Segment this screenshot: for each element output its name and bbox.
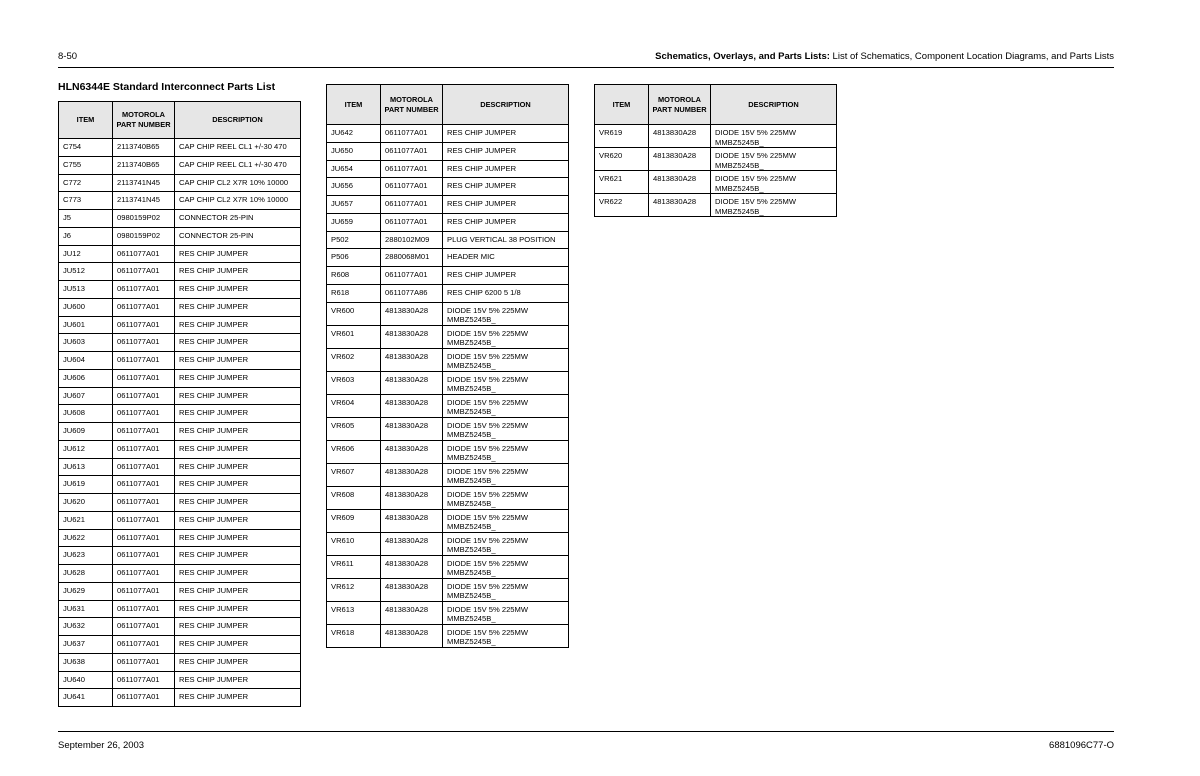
table-row <box>59 387 301 405</box>
table-row <box>59 618 301 636</box>
table-row <box>327 142 569 160</box>
table-row <box>59 352 301 370</box>
table-row <box>327 160 569 178</box>
description-cell: DIODE 15V 5% 225MW MMBZ5245B_ <box>711 148 837 171</box>
part-number-cell: 4813830A28 <box>381 348 443 371</box>
table-row <box>59 547 301 565</box>
table-row <box>59 156 301 174</box>
table-row <box>59 245 301 263</box>
description-cell: DIODE 15V 5% 225MW MMBZ5245B_ <box>443 371 569 394</box>
table-row <box>327 578 569 601</box>
description-cell: DIODE 15V 5% 225MW MMBZ5245B_ <box>443 601 569 624</box>
table-row <box>59 334 301 352</box>
part-number-cell: 0611077A01 <box>113 494 175 512</box>
part-number-cell: 4813830A28 <box>381 624 443 647</box>
item-cell: JU513 <box>59 281 113 299</box>
item-cell: VR602 <box>327 348 381 371</box>
table-row <box>327 348 569 371</box>
part-number-cell: 2113741N45 <box>113 174 175 192</box>
table-row <box>595 194 837 217</box>
description-cell: RES CHIP JUMPER <box>175 565 301 583</box>
item-cell: JU623 <box>59 547 113 565</box>
part-number-cell: 0611077A01 <box>113 458 175 476</box>
description-cell: RES CHIP JUMPER <box>175 600 301 618</box>
description-cell: DIODE 15V 5% 225MW MMBZ5245B_ <box>711 194 837 217</box>
part-number-cell: 0611077A01 <box>113 636 175 654</box>
column-header-item: ITEM <box>595 85 649 125</box>
table-row <box>59 405 301 423</box>
part-number-cell: 0611077A01 <box>381 267 443 285</box>
item-cell: VR609 <box>327 509 381 532</box>
table-row <box>59 192 301 210</box>
table-row <box>59 653 301 671</box>
description-cell: DIODE 15V 5% 225MW MMBZ5245B_ <box>443 302 569 325</box>
part-number-cell: 0611077A01 <box>113 405 175 423</box>
description-cell: RES CHIP JUMPER <box>443 125 569 143</box>
part-number-cell: 0611077A01 <box>113 653 175 671</box>
description-cell: DIODE 15V 5% 225MW MMBZ5245B_ <box>443 509 569 532</box>
description-cell: HEADER MIC <box>443 249 569 267</box>
item-cell: VR600 <box>327 302 381 325</box>
item-cell: VR612 <box>327 578 381 601</box>
item-cell: JU600 <box>59 298 113 316</box>
item-cell: C754 <box>59 139 113 157</box>
part-number-cell: 2880102M09 <box>381 231 443 249</box>
description-cell: RES CHIP JUMPER <box>175 281 301 299</box>
table-row <box>59 440 301 458</box>
item-cell: C755 <box>59 156 113 174</box>
part-number-cell: 0611077A01 <box>113 423 175 441</box>
description-cell: RES CHIP JUMPER <box>443 267 569 285</box>
part-number-cell: 4813830A28 <box>381 394 443 417</box>
item-cell: R608 <box>327 267 381 285</box>
part-number-cell: 0980159P02 <box>113 210 175 228</box>
table-row <box>59 636 301 654</box>
table-row <box>59 458 301 476</box>
running-header-subtitle: List of Schematics, Component Location Diagrams, and Parts Lists <box>829 51 1114 62</box>
part-number-cell: 2113740B65 <box>113 139 175 157</box>
item-cell: JU619 <box>59 476 113 494</box>
part-number-cell: 0611077A01 <box>113 582 175 600</box>
table-row <box>59 281 301 299</box>
description-cell: RES CHIP JUMPER <box>175 511 301 529</box>
part-number-cell: 0980159P02 <box>113 227 175 245</box>
part-number-cell: 0611077A01 <box>381 125 443 143</box>
item-cell: JU637 <box>59 636 113 654</box>
part-number-cell: 4813830A28 <box>649 148 711 171</box>
item-cell: JU654 <box>327 160 381 178</box>
item-cell: JU621 <box>59 511 113 529</box>
table-row <box>595 125 837 148</box>
item-cell: R618 <box>327 284 381 302</box>
table-row <box>59 476 301 494</box>
part-number-cell: 4813830A28 <box>381 509 443 532</box>
description-cell: RES CHIP JUMPER <box>443 142 569 160</box>
description-cell: RES CHIP JUMPER <box>175 423 301 441</box>
part-number-cell: 4813830A28 <box>381 486 443 509</box>
part-number-cell: 2880068M01 <box>381 249 443 267</box>
item-cell: JU622 <box>59 529 113 547</box>
item-cell: VR618 <box>327 624 381 647</box>
table-row <box>327 249 569 267</box>
item-cell: JU609 <box>59 423 113 441</box>
description-cell: PLUG VERTICAL 38 POSITION <box>443 231 569 249</box>
description-cell: RES CHIP JUMPER <box>175 440 301 458</box>
column-header-description: DESCRIPTION <box>711 85 837 125</box>
table-row <box>595 171 837 194</box>
description-cell: RES CHIP JUMPER <box>443 213 569 231</box>
footer-date: September 26, 2003 <box>58 740 145 751</box>
part-number-cell: 0611077A01 <box>113 334 175 352</box>
description-cell: DIODE 15V 5% 225MW MMBZ5245B_ <box>443 417 569 440</box>
table-row <box>327 325 569 348</box>
description-cell: RES CHIP JUMPER <box>443 178 569 196</box>
item-cell: P502 <box>327 231 381 249</box>
description-cell: RES CHIP JUMPER <box>443 160 569 178</box>
part-number-cell: 0611077A01 <box>113 618 175 636</box>
part-number-cell: 0611077A01 <box>381 196 443 214</box>
part-number-cell: 0611077A01 <box>381 213 443 231</box>
table-row <box>59 600 301 618</box>
parts-list-title: HLN6344E Standard Interconnect Parts List <box>58 81 276 93</box>
parts-table-1 <box>58 101 301 707</box>
description-cell: RES CHIP 6200 5 1/8 <box>443 284 569 302</box>
description-cell: CAP CHIP REEL CL1 +/-30 470 <box>175 156 301 174</box>
footer-doc-number: 6881096C77-O <box>1049 740 1114 751</box>
description-cell: RES CHIP JUMPER <box>175 636 301 654</box>
part-number-cell: 0611077A01 <box>113 600 175 618</box>
table-row <box>327 555 569 578</box>
table-row <box>59 423 301 441</box>
table-row <box>327 267 569 285</box>
item-cell: JU650 <box>327 142 381 160</box>
description-cell: DIODE 15V 5% 225MW MMBZ5245B_ <box>443 532 569 555</box>
table-row <box>327 440 569 463</box>
table-row <box>327 394 569 417</box>
part-number-cell: 0611077A01 <box>113 565 175 583</box>
description-cell: RES CHIP JUMPER <box>175 352 301 370</box>
table-row <box>59 671 301 689</box>
item-cell: JU604 <box>59 352 113 370</box>
description-cell: DIODE 15V 5% 225MW MMBZ5245B_ <box>711 171 837 194</box>
item-cell: JU613 <box>59 458 113 476</box>
column-header-item: ITEM <box>59 102 113 139</box>
item-cell: J5 <box>59 210 113 228</box>
item-cell: JU657 <box>327 196 381 214</box>
description-cell: DIODE 15V 5% 225MW MMBZ5245B_ <box>711 125 837 148</box>
part-number-cell: 0611077A01 <box>381 160 443 178</box>
table-row <box>59 369 301 387</box>
part-number-cell: 4813830A28 <box>381 417 443 440</box>
table-row <box>327 371 569 394</box>
table-row <box>59 210 301 228</box>
item-cell: JU632 <box>59 618 113 636</box>
description-cell: RES CHIP JUMPER <box>175 529 301 547</box>
part-number-cell: 2113741N45 <box>113 192 175 210</box>
description-cell: RES CHIP JUMPER <box>175 547 301 565</box>
part-number-cell: 4813830A28 <box>381 302 443 325</box>
part-number-cell: 4813830A28 <box>381 371 443 394</box>
part-number-cell: 4813830A28 <box>381 463 443 486</box>
item-cell: JU603 <box>59 334 113 352</box>
description-cell: RES CHIP JUMPER <box>443 196 569 214</box>
table-row <box>595 148 837 171</box>
description-cell: CAP CHIP CL2 X7R 10% 10000 <box>175 174 301 192</box>
item-cell: VR603 <box>327 371 381 394</box>
table-row <box>327 463 569 486</box>
running-header <box>655 51 1114 62</box>
part-number-cell: 4813830A28 <box>381 532 443 555</box>
item-cell: J6 <box>59 227 113 245</box>
column-header-part-number: MOTOROLA PART NUMBER <box>113 102 175 139</box>
description-cell: DIODE 15V 5% 225MW MMBZ5245B_ <box>443 486 569 509</box>
part-number-cell: 4813830A28 <box>381 440 443 463</box>
item-cell: C773 <box>59 192 113 210</box>
description-cell: RES CHIP JUMPER <box>175 458 301 476</box>
page-number: 8-50 <box>58 51 78 62</box>
part-number-cell: 0611077A01 <box>113 511 175 529</box>
table-row <box>327 601 569 624</box>
table-row <box>327 532 569 555</box>
table-row <box>59 316 301 334</box>
item-cell: JU628 <box>59 565 113 583</box>
description-cell: RES CHIP JUMPER <box>175 494 301 512</box>
header-rule <box>58 67 1114 68</box>
table-header-row <box>595 85 837 125</box>
description-cell: CONNECTOR 25-PIN <box>175 210 301 228</box>
item-cell: C772 <box>59 174 113 192</box>
description-cell: DIODE 15V 5% 225MW MMBZ5245B_ <box>443 348 569 371</box>
column-header-item: ITEM <box>327 85 381 125</box>
part-number-cell: 4813830A28 <box>381 578 443 601</box>
table-row <box>327 231 569 249</box>
description-cell: DIODE 15V 5% 225MW MMBZ5245B_ <box>443 555 569 578</box>
item-cell: VR619 <box>595 125 649 148</box>
table-row <box>59 263 301 281</box>
part-number-cell: 4813830A28 <box>381 601 443 624</box>
description-cell: RES CHIP JUMPER <box>175 263 301 281</box>
table-row <box>59 298 301 316</box>
item-cell: JU642 <box>327 125 381 143</box>
part-number-cell: 0611077A01 <box>113 281 175 299</box>
description-cell: RES CHIP JUMPER <box>175 316 301 334</box>
part-number-cell: 0611077A01 <box>113 671 175 689</box>
description-cell: CAP CHIP REEL CL1 +/-30 470 <box>175 139 301 157</box>
table-row <box>59 582 301 600</box>
item-cell: VR621 <box>595 171 649 194</box>
table-row <box>59 227 301 245</box>
part-number-cell: 4813830A28 <box>649 125 711 148</box>
item-cell: JU620 <box>59 494 113 512</box>
item-cell: JU607 <box>59 387 113 405</box>
part-number-cell: 4813830A28 <box>381 555 443 578</box>
description-cell: CAP CHIP CL2 X7R 10% 10000 <box>175 192 301 210</box>
description-cell: RES CHIP JUMPER <box>175 245 301 263</box>
item-cell: JU512 <box>59 263 113 281</box>
item-cell: VR622 <box>595 194 649 217</box>
item-cell: JU641 <box>59 689 113 707</box>
part-number-cell: 0611077A01 <box>113 476 175 494</box>
table-row <box>327 509 569 532</box>
item-cell: P506 <box>327 249 381 267</box>
table-row <box>59 529 301 547</box>
item-cell: VR611 <box>327 555 381 578</box>
table-row <box>327 178 569 196</box>
parts-table-3 <box>594 84 837 217</box>
description-cell: DIODE 15V 5% 225MW MMBZ5245B_ <box>443 394 569 417</box>
part-number-cell: 0611077A01 <box>113 316 175 334</box>
item-cell: JU631 <box>59 600 113 618</box>
part-number-cell: 0611077A01 <box>113 245 175 263</box>
item-cell: VR606 <box>327 440 381 463</box>
table-header-row <box>59 102 301 139</box>
item-cell: JU612 <box>59 440 113 458</box>
item-cell: VR610 <box>327 532 381 555</box>
item-cell: JU601 <box>59 316 113 334</box>
description-cell: RES CHIP JUMPER <box>175 671 301 689</box>
item-cell: JU640 <box>59 671 113 689</box>
item-cell: JU608 <box>59 405 113 423</box>
item-cell: VR608 <box>327 486 381 509</box>
part-number-cell: 0611077A01 <box>113 298 175 316</box>
item-cell: VR620 <box>595 148 649 171</box>
part-number-cell: 0611077A01 <box>113 387 175 405</box>
description-cell: CONNECTOR 25-PIN <box>175 227 301 245</box>
part-number-cell: 0611077A01 <box>381 142 443 160</box>
column-header-description: DESCRIPTION <box>443 85 569 125</box>
item-cell: JU629 <box>59 582 113 600</box>
table-row <box>59 494 301 512</box>
column-header-description: DESCRIPTION <box>175 102 301 139</box>
part-number-cell: 0611077A01 <box>113 369 175 387</box>
table-row <box>327 196 569 214</box>
description-cell: DIODE 15V 5% 225MW MMBZ5245B_ <box>443 624 569 647</box>
table-header-row <box>327 85 569 125</box>
description-cell: DIODE 15V 5% 225MW MMBZ5245B_ <box>443 440 569 463</box>
item-cell: JU659 <box>327 213 381 231</box>
part-number-cell: 0611077A01 <box>381 178 443 196</box>
part-number-cell: 0611077A01 <box>113 547 175 565</box>
table-row <box>327 624 569 647</box>
table-row <box>59 139 301 157</box>
description-cell: RES CHIP JUMPER <box>175 689 301 707</box>
parts-table-2 <box>326 84 569 648</box>
table-row <box>327 125 569 143</box>
item-cell: VR601 <box>327 325 381 348</box>
description-cell: RES CHIP JUMPER <box>175 298 301 316</box>
table-row <box>59 174 301 192</box>
description-cell: RES CHIP JUMPER <box>175 653 301 671</box>
part-number-cell: 0611077A01 <box>113 529 175 547</box>
item-cell: VR613 <box>327 601 381 624</box>
description-cell: RES CHIP JUMPER <box>175 476 301 494</box>
item-cell: JU606 <box>59 369 113 387</box>
table-row <box>327 417 569 440</box>
table-row <box>327 486 569 509</box>
description-cell: DIODE 15V 5% 225MW MMBZ5245B_ <box>443 463 569 486</box>
part-number-cell: 0611077A01 <box>113 440 175 458</box>
table-row <box>59 689 301 707</box>
description-cell: DIODE 15V 5% 225MW MMBZ5245B_ <box>443 325 569 348</box>
part-number-cell: 0611077A01 <box>113 263 175 281</box>
part-number-cell: 2113740B65 <box>113 156 175 174</box>
table-row <box>327 284 569 302</box>
description-cell: DIODE 15V 5% 225MW MMBZ5245B_ <box>443 578 569 601</box>
item-cell: VR607 <box>327 463 381 486</box>
part-number-cell: 0611077A01 <box>113 352 175 370</box>
part-number-cell: 4813830A28 <box>381 325 443 348</box>
description-cell: RES CHIP JUMPER <box>175 387 301 405</box>
running-header-section: Schematics, Overlays, and Parts Lists: <box>655 51 830 62</box>
description-cell: RES CHIP JUMPER <box>175 369 301 387</box>
part-number-cell: 0611077A01 <box>113 689 175 707</box>
item-cell: JU656 <box>327 178 381 196</box>
footer-rule <box>58 731 1114 732</box>
item-cell: JU12 <box>59 245 113 263</box>
description-cell: RES CHIP JUMPER <box>175 582 301 600</box>
item-cell: JU638 <box>59 653 113 671</box>
column-header-part-number: MOTOROLA PART NUMBER <box>649 85 711 125</box>
part-number-cell: 4813830A28 <box>649 171 711 194</box>
item-cell: VR604 <box>327 394 381 417</box>
description-cell: RES CHIP JUMPER <box>175 334 301 352</box>
item-cell: VR605 <box>327 417 381 440</box>
column-header-part-number: MOTOROLA PART NUMBER <box>381 85 443 125</box>
description-cell: RES CHIP JUMPER <box>175 405 301 423</box>
table-row <box>327 302 569 325</box>
description-cell: RES CHIP JUMPER <box>175 618 301 636</box>
table-row <box>59 565 301 583</box>
part-number-cell: 0611077A86 <box>381 284 443 302</box>
table-row <box>327 213 569 231</box>
part-number-cell: 4813830A28 <box>649 194 711 217</box>
table-row <box>59 511 301 529</box>
